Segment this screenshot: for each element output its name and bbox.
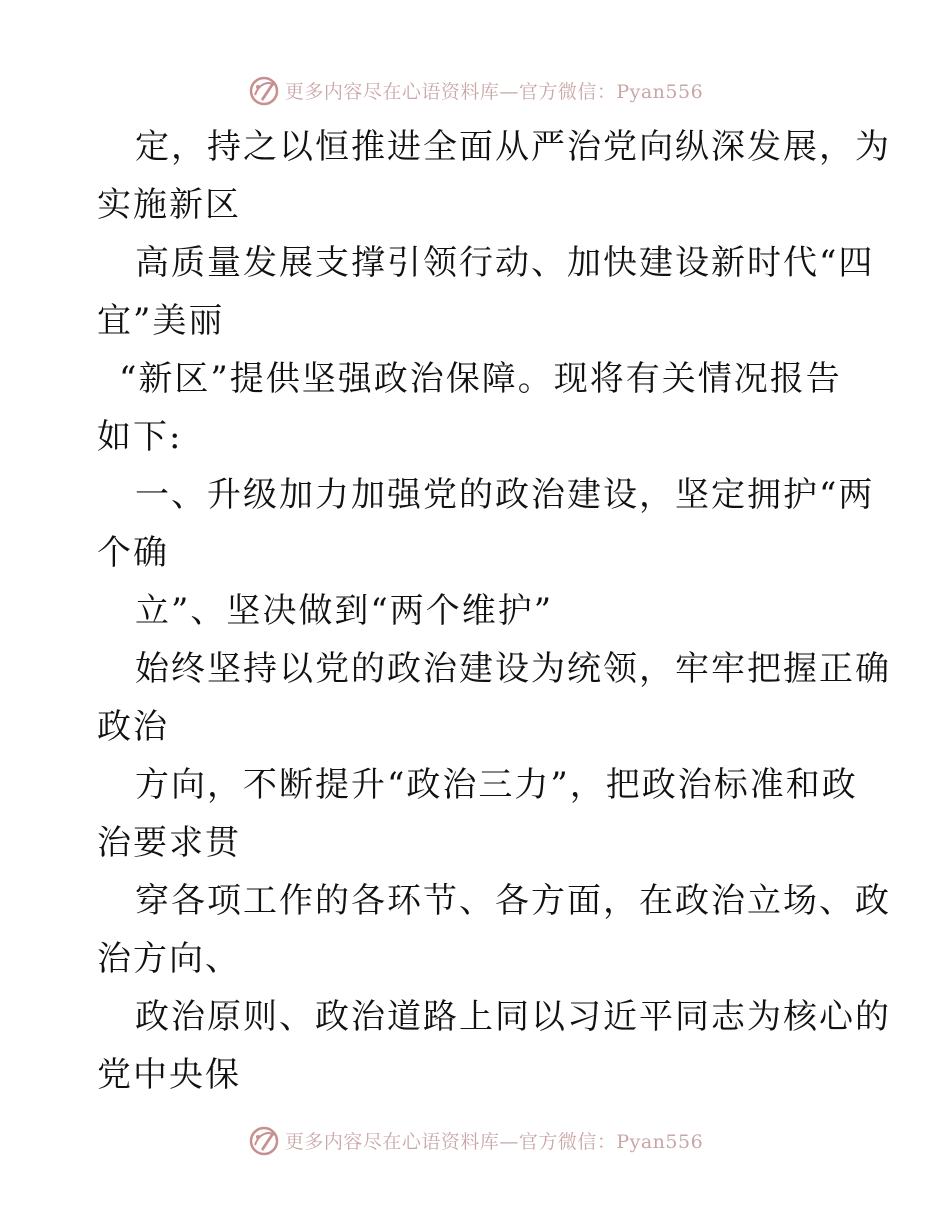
text-line: 政治原则、政治道路上同以习近平同志为核心的 — [135, 997, 891, 1037]
text-line: 始终坚持以党的政治建设为统领，牢牢把握正确 — [135, 649, 891, 689]
text-line: 如下: — [97, 417, 183, 457]
text-line: 定，持之以恒推进全面从严治党向纵深发展，为 — [135, 127, 891, 167]
watermark-text: 更多内容尽在心语资料库—官方微信：Pyan556 — [284, 80, 704, 103]
watermark-banner-top — [0, 70, 950, 110]
document-body — [97, 118, 891, 1104]
text-line: 穿各项工作的各环节、各方面，在政治立场、政 — [135, 881, 891, 921]
text-line: 方向，不断提升“政治三力”，把政治标准和政 — [135, 765, 858, 805]
section-heading: 个确 — [97, 533, 169, 573]
text-line: 宜”美丽 — [97, 301, 225, 341]
section-heading: 立”、坚决做到“两个维护” — [135, 591, 554, 631]
text-line: 党中央保 — [97, 1055, 241, 1095]
watermark-banner-bottom — [0, 1120, 950, 1160]
pen-swirl-logo-icon — [247, 73, 281, 107]
pen-swirl-logo-icon — [247, 1123, 281, 1157]
text-line: 治要求贯 — [97, 823, 241, 863]
text-line: 治方向、 — [97, 939, 241, 979]
section-heading: 一、升级加力加强党的政治建设，坚定拥护“两 — [135, 475, 875, 515]
watermark-text: 更多内容尽在心语资料库—官方微信：Pyan556 — [284, 1130, 704, 1153]
text-line: 政治 — [97, 707, 169, 747]
text-line: “新区”提供坚强政治保障。现将有关情况报告 — [119, 359, 842, 399]
text-line: 高质量发展支撑引领行动、加快建设新时代“四 — [135, 243, 875, 283]
text-line: 实施新区 — [97, 185, 241, 225]
